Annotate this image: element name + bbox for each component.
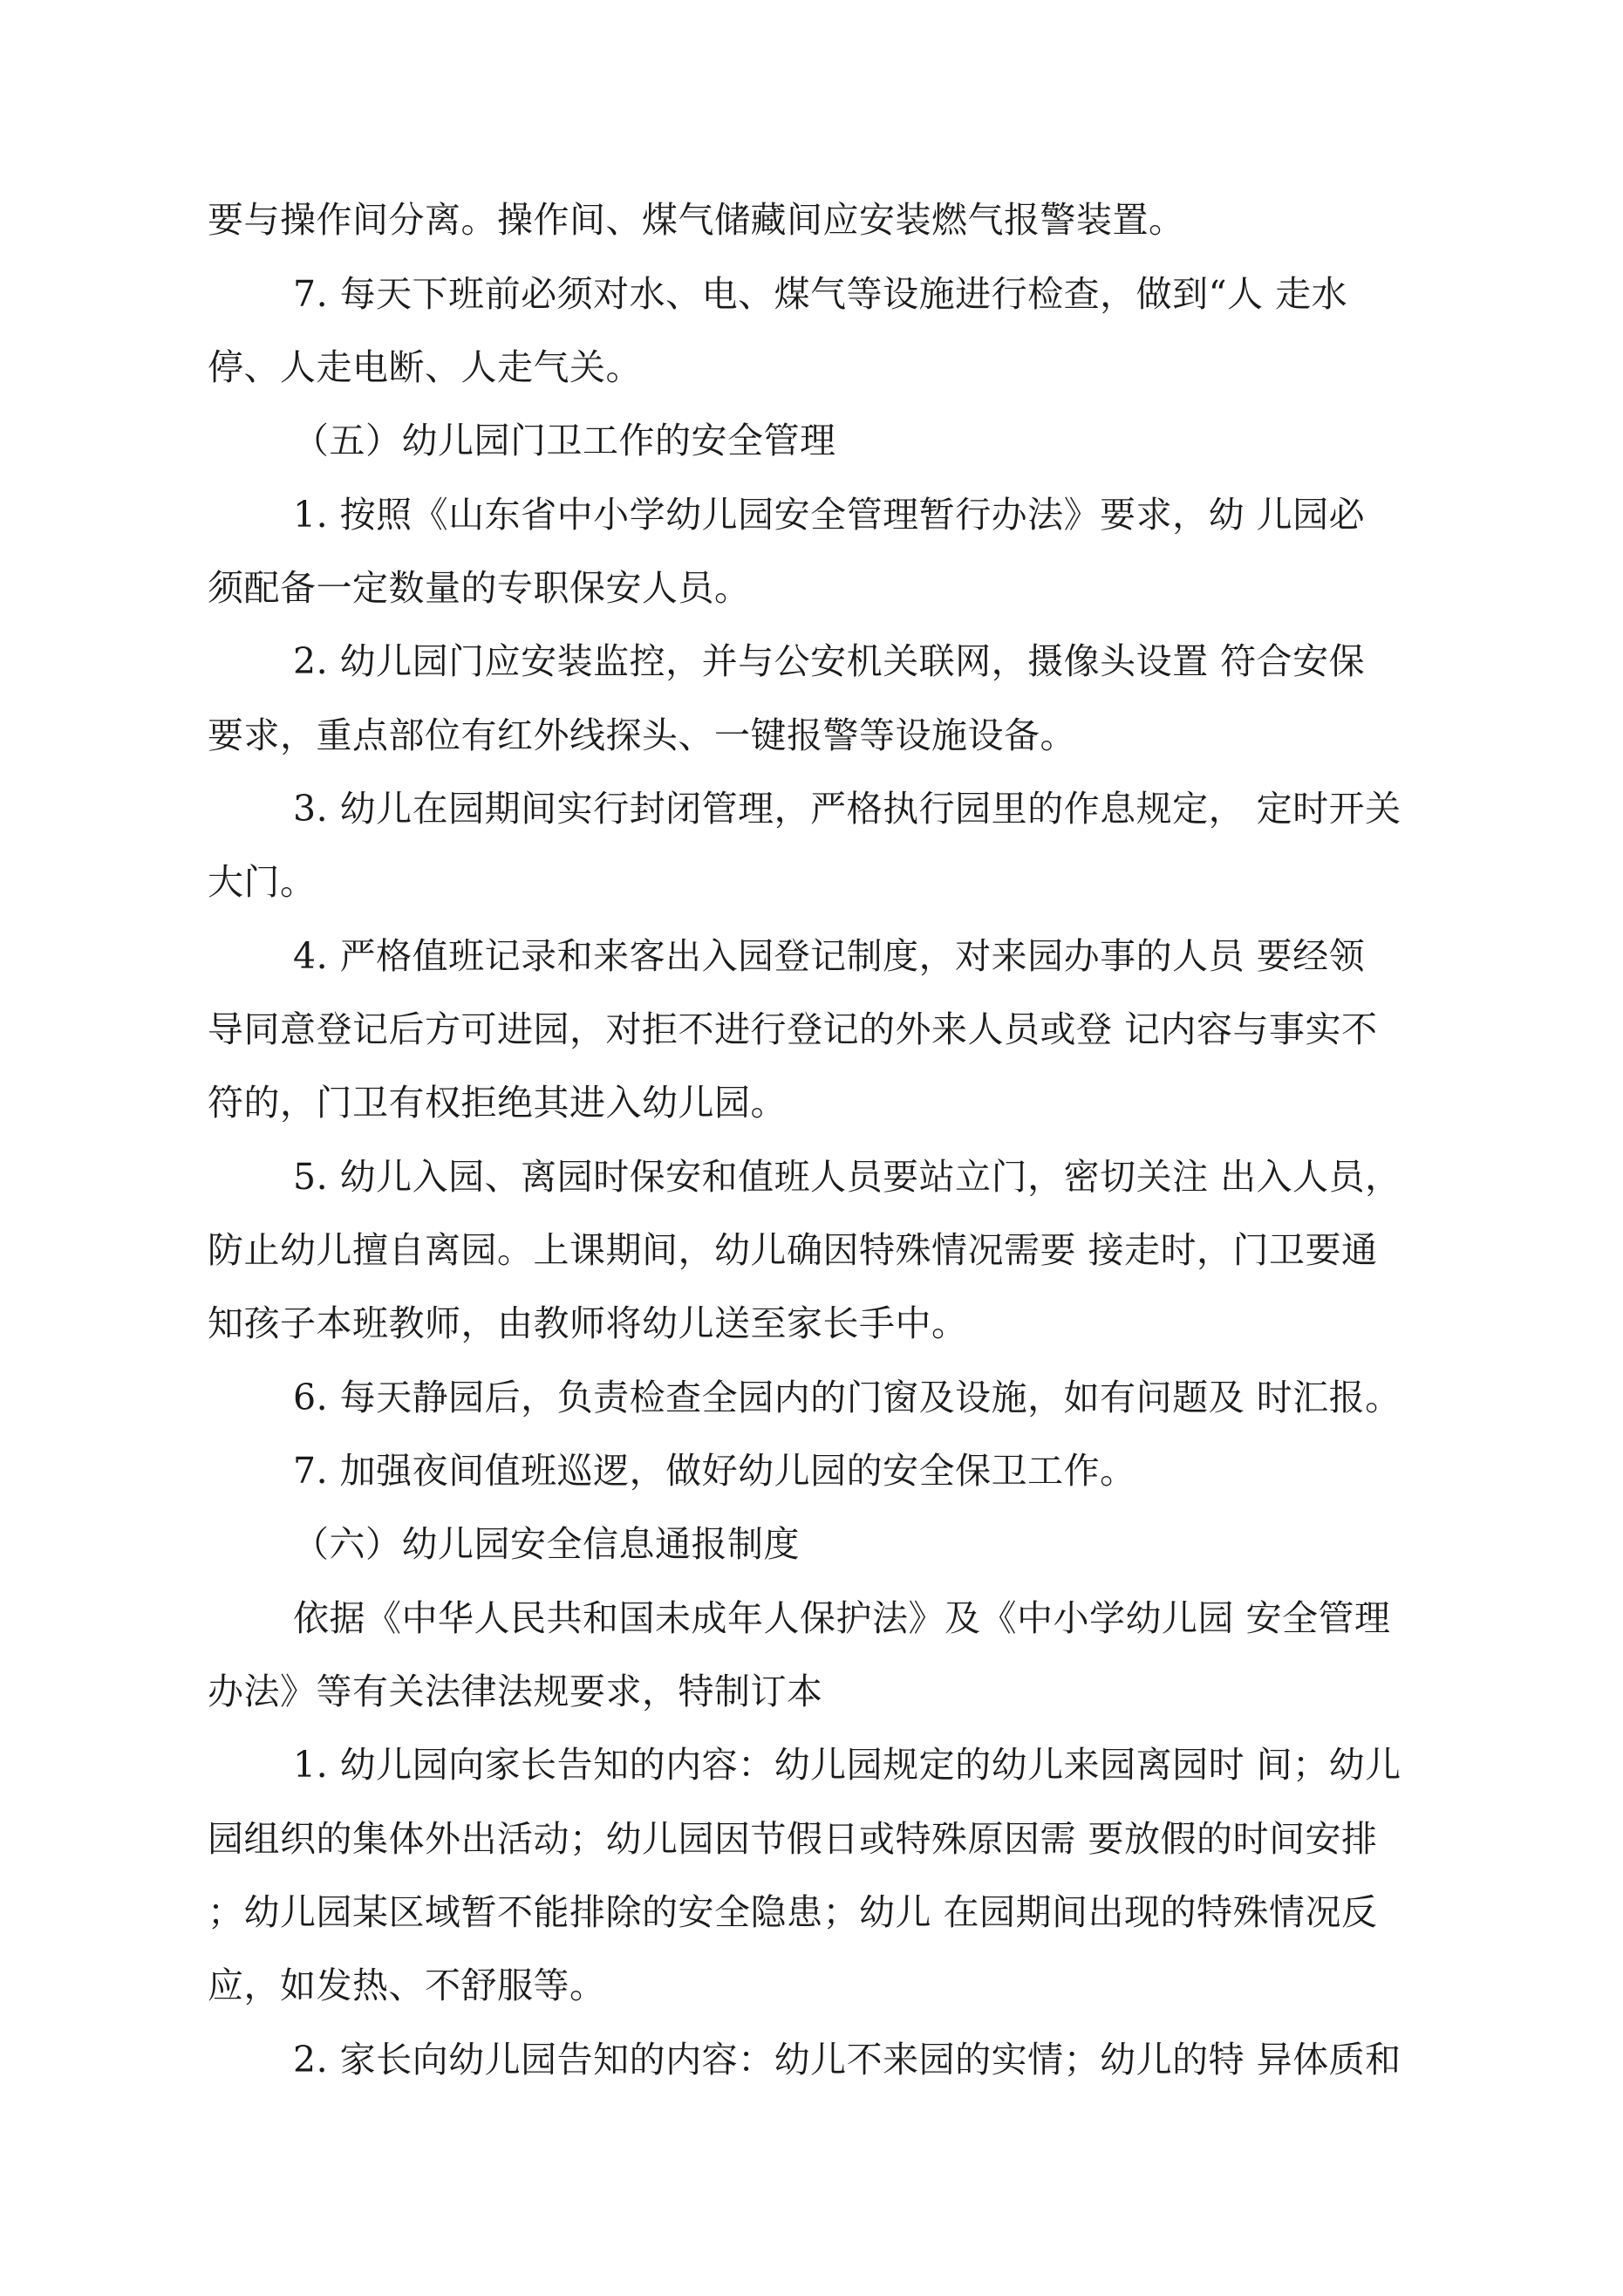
text-line: 要与操作间分离。操作间、煤气储藏间应安装燃气报警装置。	[208, 199, 1185, 241]
text-line: 1. 幼儿园向家长告知的内容：幼儿园规定的幼儿来园离园时 间；幼儿	[293, 1744, 1401, 1786]
text-line: 7. 每天下班前必须对水、电、煤气等设施进行检查，做到“人 走水	[293, 273, 1348, 315]
text-line: 2. 家长向幼儿园告知的内容：幼儿不来园的实情；幼儿的特 异体质和	[293, 2039, 1401, 2081]
text-line: 防止幼儿擅自离园。上课期间，幼儿确因特殊情况需要 接走时，门卫要通	[208, 1229, 1378, 1271]
text-line: 依据《中华人民共和国未成年人保护法》及《中小学幼儿园 安全管理	[293, 1597, 1391, 1639]
text-line: 7. 加强夜间值班巡逻，做好幼儿园的安全保卫工作。	[293, 1450, 1136, 1492]
text-line: 要求，重点部位有红外线探头、一键报警等设施设备。	[208, 714, 1076, 756]
text-line: 6. 每天静园后，负责检查全园内的门窗及设施，如有问题及 时汇报。	[293, 1377, 1401, 1418]
text-line: 办法》等有关法律法规要求，特制订本	[208, 1671, 823, 1712]
text-line: 符的，门卫有权拒绝其进入幼儿园。	[208, 1082, 787, 1124]
text-line: 应，如发热、不舒服等。	[208, 1965, 606, 2006]
text-line: 1. 按照《山东省中小学幼儿园安全管理暂行办法》要求，幼 儿园必	[293, 494, 1366, 536]
text-line: 导同意登记后方可进园，对拒不进行登记的外来人员或登 记内容与事实不	[208, 1008, 1378, 1050]
text-line: 2. 幼儿园门应安装监控，并与公安机关联网，摄像头设置 符合安保	[293, 640, 1366, 682]
text-line: 3. 幼儿在园期间实行封闭管理，严格执行园里的作息规定， 定时开关	[293, 788, 1401, 830]
section-heading: （五）幼儿园门卫工作的安全管理	[293, 420, 836, 461]
section-heading: （六）幼儿园安全信息通报制度	[293, 1523, 800, 1565]
text-line: 4. 严格值班记录和来客出入园登记制度，对来园办事的人员 要经领	[293, 935, 1366, 977]
text-line: 园组织的集体外出活动；幼儿园因节假日或特殊原因需 要放假的时间安排	[208, 1818, 1378, 1860]
text-line: 停、人走电断、人走气关。	[208, 346, 642, 388]
text-line: ；幼儿园某区域暂不能排除的安全隐患；幼儿 在园期间出现的特殊情况反	[208, 1891, 1378, 1933]
text-line: 5. 幼儿入园、离园时保安和值班人员要站立门，密切关注 出入人员，	[293, 1156, 1401, 1198]
text-line: 知孩子本班教师，由教师将幼儿送至家长手中。	[208, 1302, 968, 1344]
text-line: 大门。	[208, 861, 317, 903]
text-line: 须配备一定数量的专职保安人员。	[208, 567, 751, 609]
